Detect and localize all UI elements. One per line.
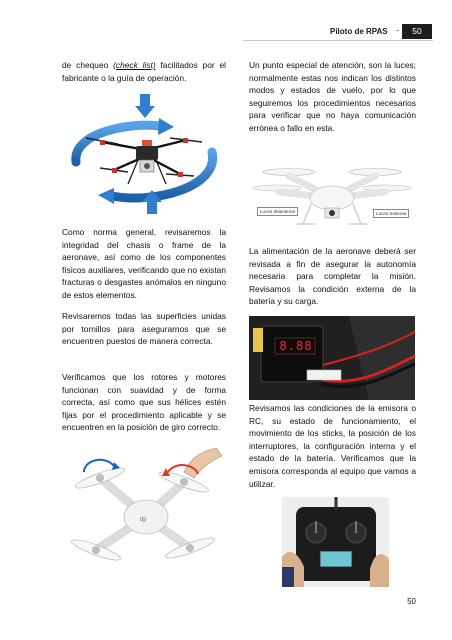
svg-text:dji: dji <box>140 517 147 523</box>
checklist-term: (check list) <box>113 60 156 70</box>
quadcopter-rotor-direction-image <box>66 442 226 584</box>
right-paragraph-2: La alimentación de la aeronave deberá ser revisada a fin de asegurar la autonomía necesaria para completar la misión. Revisamos la condición externa de la batería y su carga. <box>249 246 416 307</box>
drone-frame-inspection-image <box>62 92 224 214</box>
rear-lights-label: Luces traseras <box>373 209 409 218</box>
drone-frame-illustration <box>62 92 224 214</box>
header-dash: - <box>396 25 399 35</box>
header-title: Piloto de RPAS <box>330 27 388 36</box>
left-paragraph-4: Verificamos que los rotores y motores funcionan con suavidad y de forma correcta, así como que sus hélices estén fijas por el procedimiento aplicable y se encuentren en la posición de giro correcto. <box>62 372 226 433</box>
left-paragraph-2: Como norma general, revisaremos la integridad del chasis o frame de la aeronave, así como de los componentes físicos auxiliares, verificando que no existan fracturas o desgastes anómalos en ninguno de estos elementos. <box>62 227 226 300</box>
page-number: 50 <box>407 597 416 606</box>
phantom-drone-illustration <box>249 164 415 236</box>
right-paragraph-1: Un punto especial de atención, son la luces; normalmente estas nos indican los distintos modos y estados de vuelo, por lo que seguiremos los procedimientos necesarios para verificar que no haya comunicación errónea o fallo en esta. <box>249 60 416 133</box>
rc-transmitter-image <box>282 497 389 587</box>
battery-checker-image <box>249 316 415 400</box>
right-paragraph-3: Revisamos las condiciones de la emisora o RC, su estado de funcionamiento, el movimiento de los sticks, la posición de los interruptores, la configuración interna y el estado de la batería. Verificamos que la emisora corresponda al equipo que vamos a utilizar. <box>249 403 416 489</box>
header-rule <box>243 40 433 41</box>
rc-transmitter-illustration <box>282 497 389 587</box>
drone-lights-image <box>249 164 415 236</box>
front-lights-label: Luces delanteras <box>257 207 298 216</box>
battery-checker-illustration <box>249 316 415 400</box>
quadcopter-illustration <box>66 442 226 584</box>
battery-voltage-display: 8.88 <box>279 339 313 353</box>
header-page-badge: 50 <box>402 24 432 39</box>
left-paragraph-1: de chequeo (check list) facilitados por el fabricante o la guía de operación. <box>62 60 226 83</box>
left-paragraph-3: Revisaremos todas las superficies unidas por tornillos para asegurarnos que se encuentren puestos de manera correcta. <box>62 311 226 347</box>
